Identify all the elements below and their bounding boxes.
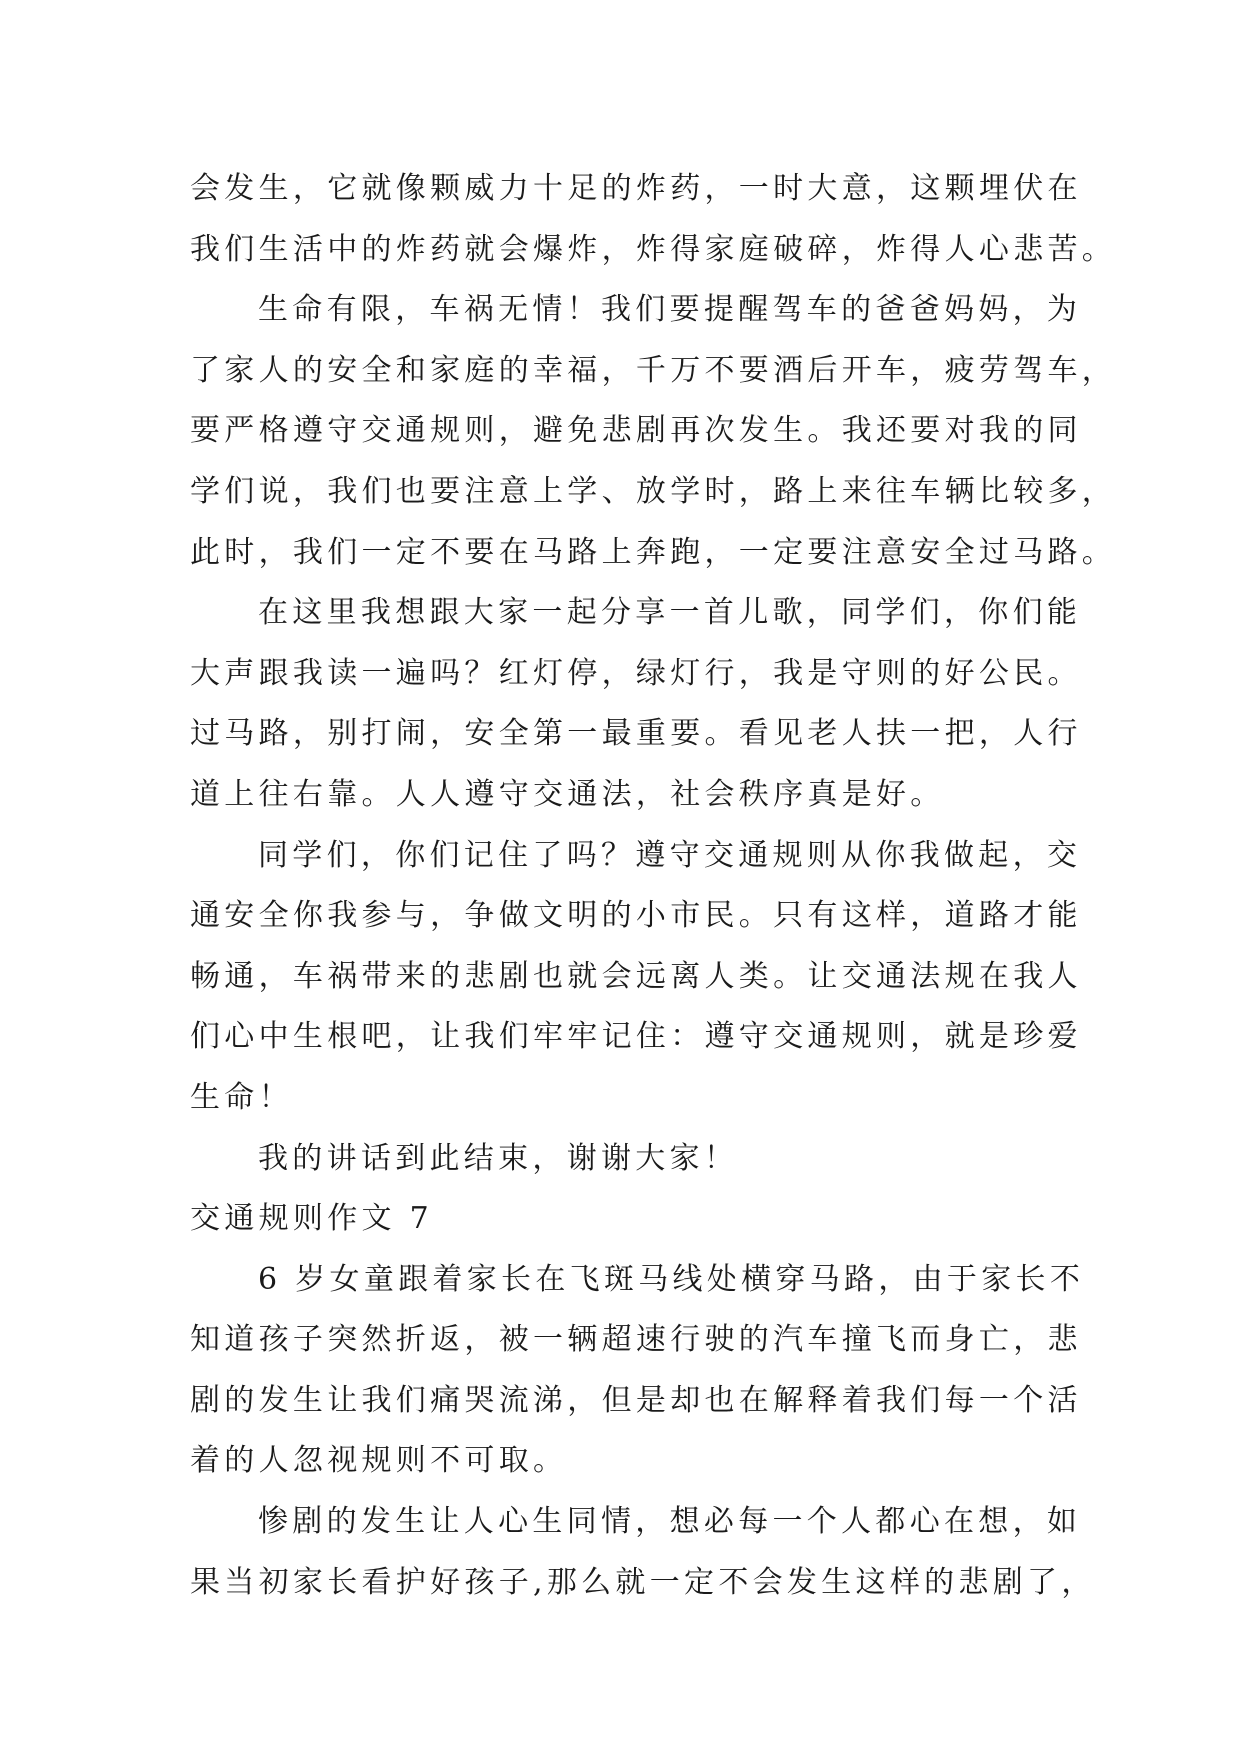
text-line: 通安全你我参与，争做文明的小市民。只有这样，道路才能	[190, 898, 1082, 934]
section-heading: 交通规则作文 7	[190, 1201, 434, 1237]
paragraph-start-line: 我的讲话到此结束，谢谢大家！	[258, 1140, 739, 1176]
paragraph-start-line: 生命有限，车祸无情！我们要提醒驾车的爸爸妈妈，为	[258, 292, 1082, 328]
paragraph-start-line: 在这里我想跟大家一起分享一首儿歌，同学们，你们能	[258, 595, 1082, 631]
text-line: 学们说，我们也要注意上学、放学时，路上来往车辆比较多，	[190, 473, 1117, 509]
text-line: 着的人忽视规则不可取。	[190, 1443, 568, 1479]
text-line: 生命！	[190, 1079, 293, 1115]
text-line: 此时，我们一定不要在马路上奔跑，一定要注意安全过马路。	[190, 534, 1117, 570]
essay-body	[190, 159, 1117, 1613]
text-line: 过马路，别打闹，安全第一最重要。看见老人扶一把，人行	[190, 716, 1082, 752]
text-line: 果当初家长看护好孩子,那么就一定不会发生这样的悲剧了，	[190, 1564, 1096, 1600]
text-line: 道上往右靠。人人遵守交通法，社会秩序真是好。	[190, 776, 945, 812]
text-line: 大声跟我读一遍吗？红灯停，绿灯行，我是守则的好公民。	[190, 655, 1082, 691]
text-line: 要严格遵守交通规则，避免悲剧再次发生。我还要对我的同	[190, 413, 1082, 449]
text-line: 们心中生根吧，让我们牢牢记住：遵守交通规则，就是珍爱	[190, 1019, 1082, 1055]
text-line: 了家人的安全和家庭的幸福，千万不要酒后开车，疲劳驾车，	[190, 352, 1117, 388]
text-line: 会发生，它就像颗威力十足的炸药，一时大意，这颗埋伏在	[190, 171, 1082, 206]
paragraph-start-line: 6 岁女童跟着家长在飞斑马线处横穿马路，由于家长不	[258, 1261, 1085, 1297]
text-line: 我们生活中的炸药就会爆炸，炸得家庭破碎，炸得人心悲苦。	[190, 231, 1117, 267]
text-line: 畅通，车祸带来的悲剧也就会远离人类。让交通法规在我人	[190, 958, 1082, 994]
text-line: 剧的发生让我们痛哭流涕，但是却也在解释着我们每一个活	[190, 1382, 1082, 1418]
paragraph-start-line: 惨剧的发生让人心生同情，想必每一个人都心在想，如	[258, 1504, 1082, 1540]
text-line: 知道孩子突然折返，被一辆超速行驶的汽车撞飞而身亡，悲	[190, 1322, 1082, 1358]
paragraph-start-line: 同学们，你们记住了吗？遵守交通规则从你我做起，交	[258, 837, 1082, 873]
